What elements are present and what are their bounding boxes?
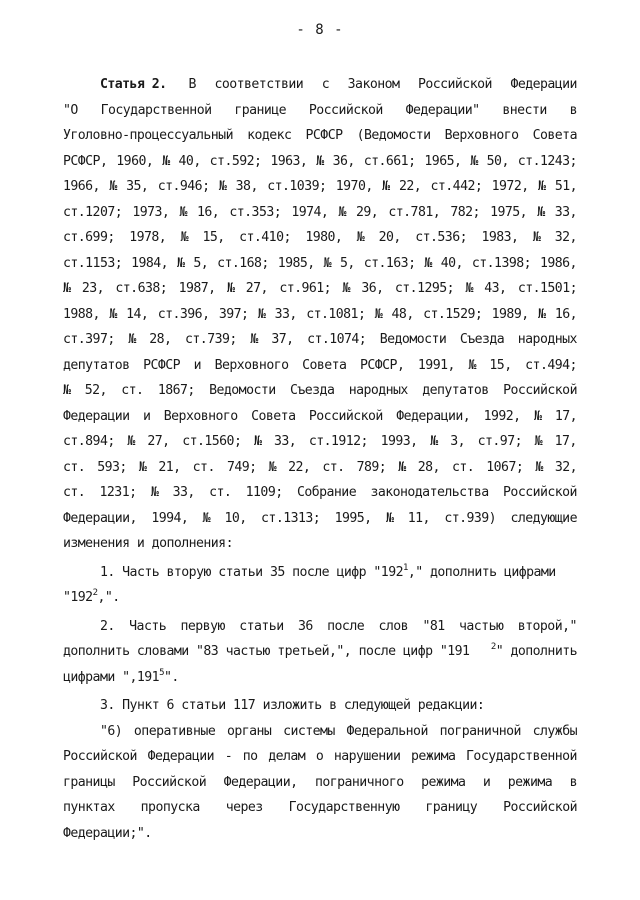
article-line-11: депутатов РСФСР и Верховного Совета РСФСР, 1991, № 15, ст.494;	[63, 357, 577, 373]
article-label: Статья 2.	[100, 77, 167, 92]
article-line-17: Федерации, 1994, № 10, ст.1313; 1995, № 11, ст.939) следующие	[63, 510, 577, 526]
article-line-12: № 52, ст. 1867; Ведомости Съезда народных депутатов Российской	[63, 383, 577, 398]
article-line-10: ст.397; № 28, ст.739; № 37, ст.1074; Ведомости Съезда народных	[63, 332, 577, 347]
article-line-16: ст. 1231; № 33, ст. 1109; Собрание законодательства Российской	[63, 485, 577, 500]
item-2-line-2: дополнить словами "83 частью третьей,", после цифр "191 $^2$" дополнить	[63, 642, 577, 659]
article-last-line: изменения и дополнения:	[63, 536, 233, 551]
article-line-15: ст. 593; № 21, ст. 749; № 22, ст. 789; № 28, ст. 1067; № 32,	[63, 459, 577, 475]
article-line-2: Уголовно-процессуальный кодекс РСФСР (Ведомости Верховного Совета	[63, 128, 577, 143]
article-line-4: 1966, № 35, ст.946; № 38, ст.1039; 1970, № 22, ст.442; 1972, № 51,	[63, 179, 577, 194]
article-line-7: ст.1153; 1984, № 5, ст.168; 1985, № 5, ст.163; № 40, ст.1398; 1986,	[63, 255, 577, 271]
item-1-text: 1. Часть вторую статьи 35 после цифр "$192^1$," дополнить цифрами	[100, 562, 556, 580]
article-line-8: № 23, ст.638; 1987, № 27, ст.961; № 36, ст.1295; № 43, ст.1501;	[63, 281, 577, 296]
item-3-quote-line-1: Российской Федерации - по делам о нарушении режима Государственной	[63, 749, 577, 764]
page-number: - 8 -	[296, 22, 344, 38]
article-line-6: ст.699; 1978, № 15, ст.410; 1980, № 20, ст.536; 1983, № 32,	[63, 230, 577, 245]
item-3-quote-last: Федерации;".	[63, 825, 152, 841]
article-line-14: ст.894; № 27, ст.1560; № 33, ст.1912; 1993, № 3, ст.97; № 17,	[63, 434, 577, 449]
item-3-line-1: 3. Пункт 6 статьи 117 изложить в следующей редакции:	[100, 698, 485, 713]
item-1-line-1	[63, 560, 577, 586]
article-line-1: "О Государственной границе Российской Федерации" внести в	[63, 102, 577, 118]
article-line-9: 1988, № 14, ст.396, 397; № 33, ст.1081; № 48, ст.1529; 1989, № 16,	[63, 306, 577, 322]
item-2-line-1: 2. Часть первую статьи 36 после слов "81 частью второй,"	[100, 618, 577, 634]
article-line-13: Федерации и Верховного Совета Российской Федерации, 1992, № 17,	[63, 408, 577, 424]
item-2-line-3: цифрами ",191$^5$".	[63, 667, 179, 685]
article-line-5: ст.1207; 1973, № 16, ст.353; 1974, № 29, ст.781, 782; 1975, № 33,	[63, 204, 577, 220]
item-3-quote-line-3: пунктах пропуска через Государственную границу Российской	[63, 800, 577, 815]
article-2-body	[63, 72, 577, 846]
article-line-3: РСФСР, 1960, № 40, ст.592; 1963, № 36, ст.661; 1965, № 50, ст.1243;	[63, 153, 577, 169]
article-line-0	[63, 72, 577, 98]
item-3-quote-line-2: границы Российской Федерации, пограничного режима и режима в	[63, 774, 577, 790]
item-1-line-2: "$192^2$,".	[63, 588, 120, 605]
article-line-text: В соответствии с Законом Российской Федерации	[188, 77, 577, 92]
item-3-quote-line-0: "6) оперативные органы системы Федеральной пограничной службы	[100, 723, 577, 739]
